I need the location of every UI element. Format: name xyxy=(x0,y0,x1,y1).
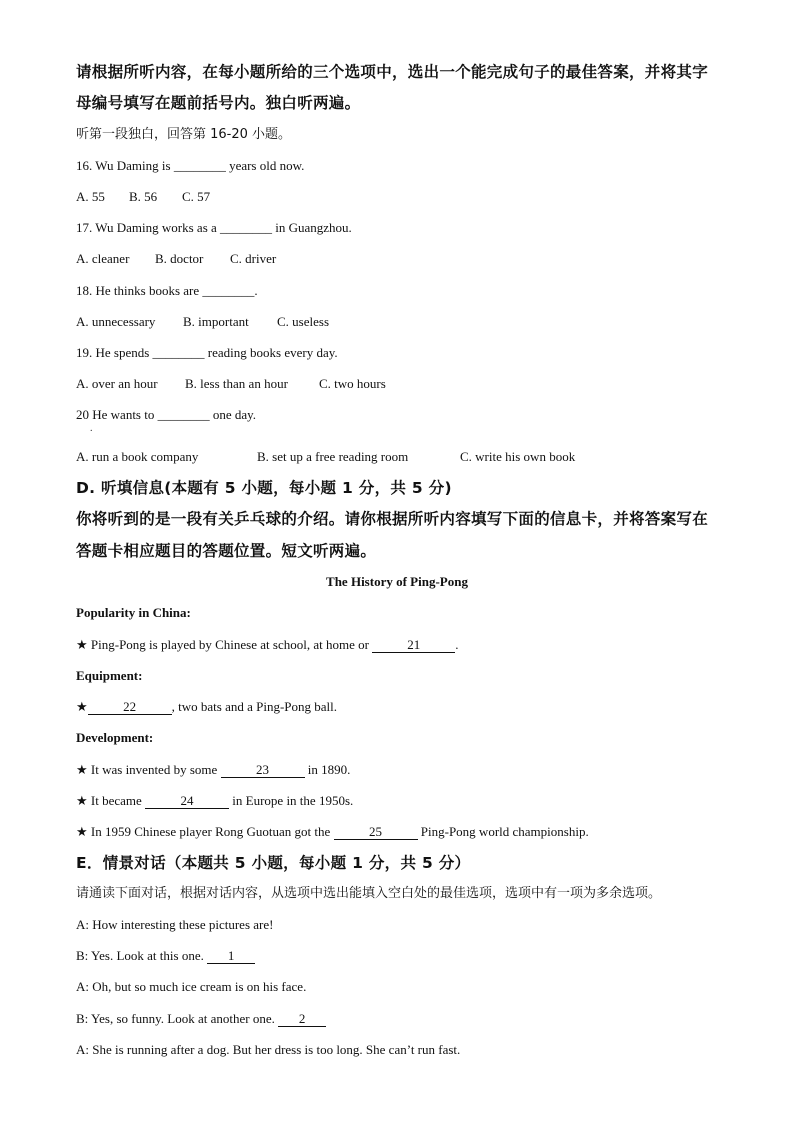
development-end-3: Ping-Pong world championship. xyxy=(417,824,589,839)
question-19-options xyxy=(76,375,386,393)
instruction-line-1: 请根据所听内容，在每小题所给的三个选项中，选出一个能完成句子的最佳答案，并将其字 xyxy=(76,63,709,81)
equipment-text: , two bats and a Ping-Pong ball. xyxy=(171,699,338,714)
popularity-text: ★ Ping-Pong is played by Chinese at school, at home or xyxy=(76,637,373,652)
section-d-desc-2: 答题卡相应题目的答题位置。短文听两遍。 xyxy=(76,542,377,560)
option-a: A. run a book company xyxy=(76,449,199,464)
development-item-3 xyxy=(76,823,589,841)
development-end-2: in Europe in the 1950s. xyxy=(229,793,354,808)
popularity-label: Popularity in China: xyxy=(76,605,191,620)
question-20-options xyxy=(76,448,575,466)
blank-1[interactable]: 1 xyxy=(207,949,255,964)
section-e-heading: E．情景对话（本题共 5 小题，每小题 1 分，共 5 分） xyxy=(76,854,471,872)
question-20: 20 He wants to ________ one day. xyxy=(76,407,257,422)
dialogue-line-4 xyxy=(76,1010,326,1028)
blank-24[interactable]: 24 xyxy=(145,794,229,809)
development-text-2: ★ It became xyxy=(76,793,146,808)
listening-intro: 听第一段独白，回答第 16-20 小题。 xyxy=(76,127,292,142)
question-17: 17. Wu Daming works as a ________ in Guangzhou. xyxy=(76,220,352,235)
question-16-options xyxy=(76,188,210,206)
star-icon: ★ xyxy=(76,699,88,714)
section-d-heading: D. 听填信息(本题有 5 小题，每小题 1 分，共 5 分) xyxy=(76,479,452,497)
option-b: B. important xyxy=(183,314,249,329)
dialogue-text-4: B: Yes, so funny. Look at another one. xyxy=(76,1011,279,1026)
question-19: 19. He spends ________ reading books every day. xyxy=(76,345,338,360)
dialogue-line-3: A: Oh, but so much ice cream is on his face. xyxy=(76,979,307,994)
option-b: B. set up a free reading room xyxy=(257,449,409,464)
option-c: C. driver xyxy=(230,251,277,266)
popularity-end: . xyxy=(455,637,459,652)
question-17-options xyxy=(76,250,276,268)
blank-2[interactable]: 2 xyxy=(278,1012,326,1027)
development-text-3: ★ In 1959 Chinese player Rong Guotuan got the xyxy=(76,824,334,839)
question-16: 16. Wu Daming is ________ years old now. xyxy=(76,158,305,173)
option-a: A. 55 xyxy=(76,189,105,204)
option-a: A. unnecessary xyxy=(76,314,156,329)
section-d-desc-1: 你将听到的是一段有关乒乓球的介绍。请你根据所听内容填写下面的信息卡，并将答案写在 xyxy=(76,510,709,528)
development-end-1: in 1890. xyxy=(304,762,351,777)
development-text-1: ★ It was invented by some xyxy=(76,762,221,777)
question-18: 18. He thinks books are ________. xyxy=(76,283,258,298)
instruction-line-2: 母编号填写在题前括号内。独白听两遍。 xyxy=(76,94,361,112)
option-c: C. write his own book xyxy=(460,449,576,464)
option-a: A. over an hour xyxy=(76,376,158,391)
equipment-item xyxy=(76,698,337,716)
question-18-options xyxy=(76,313,329,331)
blank-25[interactable]: 25 xyxy=(334,825,418,840)
option-b: B. doctor xyxy=(155,251,204,266)
blank-21[interactable]: 21 xyxy=(372,638,455,653)
option-c: C. 57 xyxy=(182,189,211,204)
blank-23[interactable]: 23 xyxy=(221,763,305,778)
popularity-item xyxy=(76,636,458,654)
option-b: B. 56 xyxy=(129,189,158,204)
blank-22[interactable]: 22 xyxy=(88,700,172,715)
dialogue-line-1: A: How interesting these pictures are! xyxy=(76,917,274,932)
development-item-1 xyxy=(76,761,350,779)
option-b: B. less than an hour xyxy=(185,376,288,391)
section-e-desc: 请通读下面对话，根据对话内容，从选项中选出能填入空白处的最佳选项，选项中有一项为多余选项。 xyxy=(76,886,662,901)
equipment-label: Equipment: xyxy=(76,668,143,683)
option-a: A. cleaner xyxy=(76,251,130,266)
dialogue-text-2: B: Yes. Look at this one. xyxy=(76,948,208,963)
option-c: C. two hours xyxy=(319,376,386,391)
development-label: Development: xyxy=(76,730,154,745)
info-card-title: The History of Ping-Pong xyxy=(326,574,468,589)
development-item-2 xyxy=(76,792,353,810)
stray-dot: . xyxy=(90,423,93,434)
dialogue-line-2 xyxy=(76,947,255,965)
dialogue-line-5: A: She is running after a dog. But her dress is too long. She can’t run fast. xyxy=(76,1042,461,1057)
option-c: C. useless xyxy=(277,314,329,329)
